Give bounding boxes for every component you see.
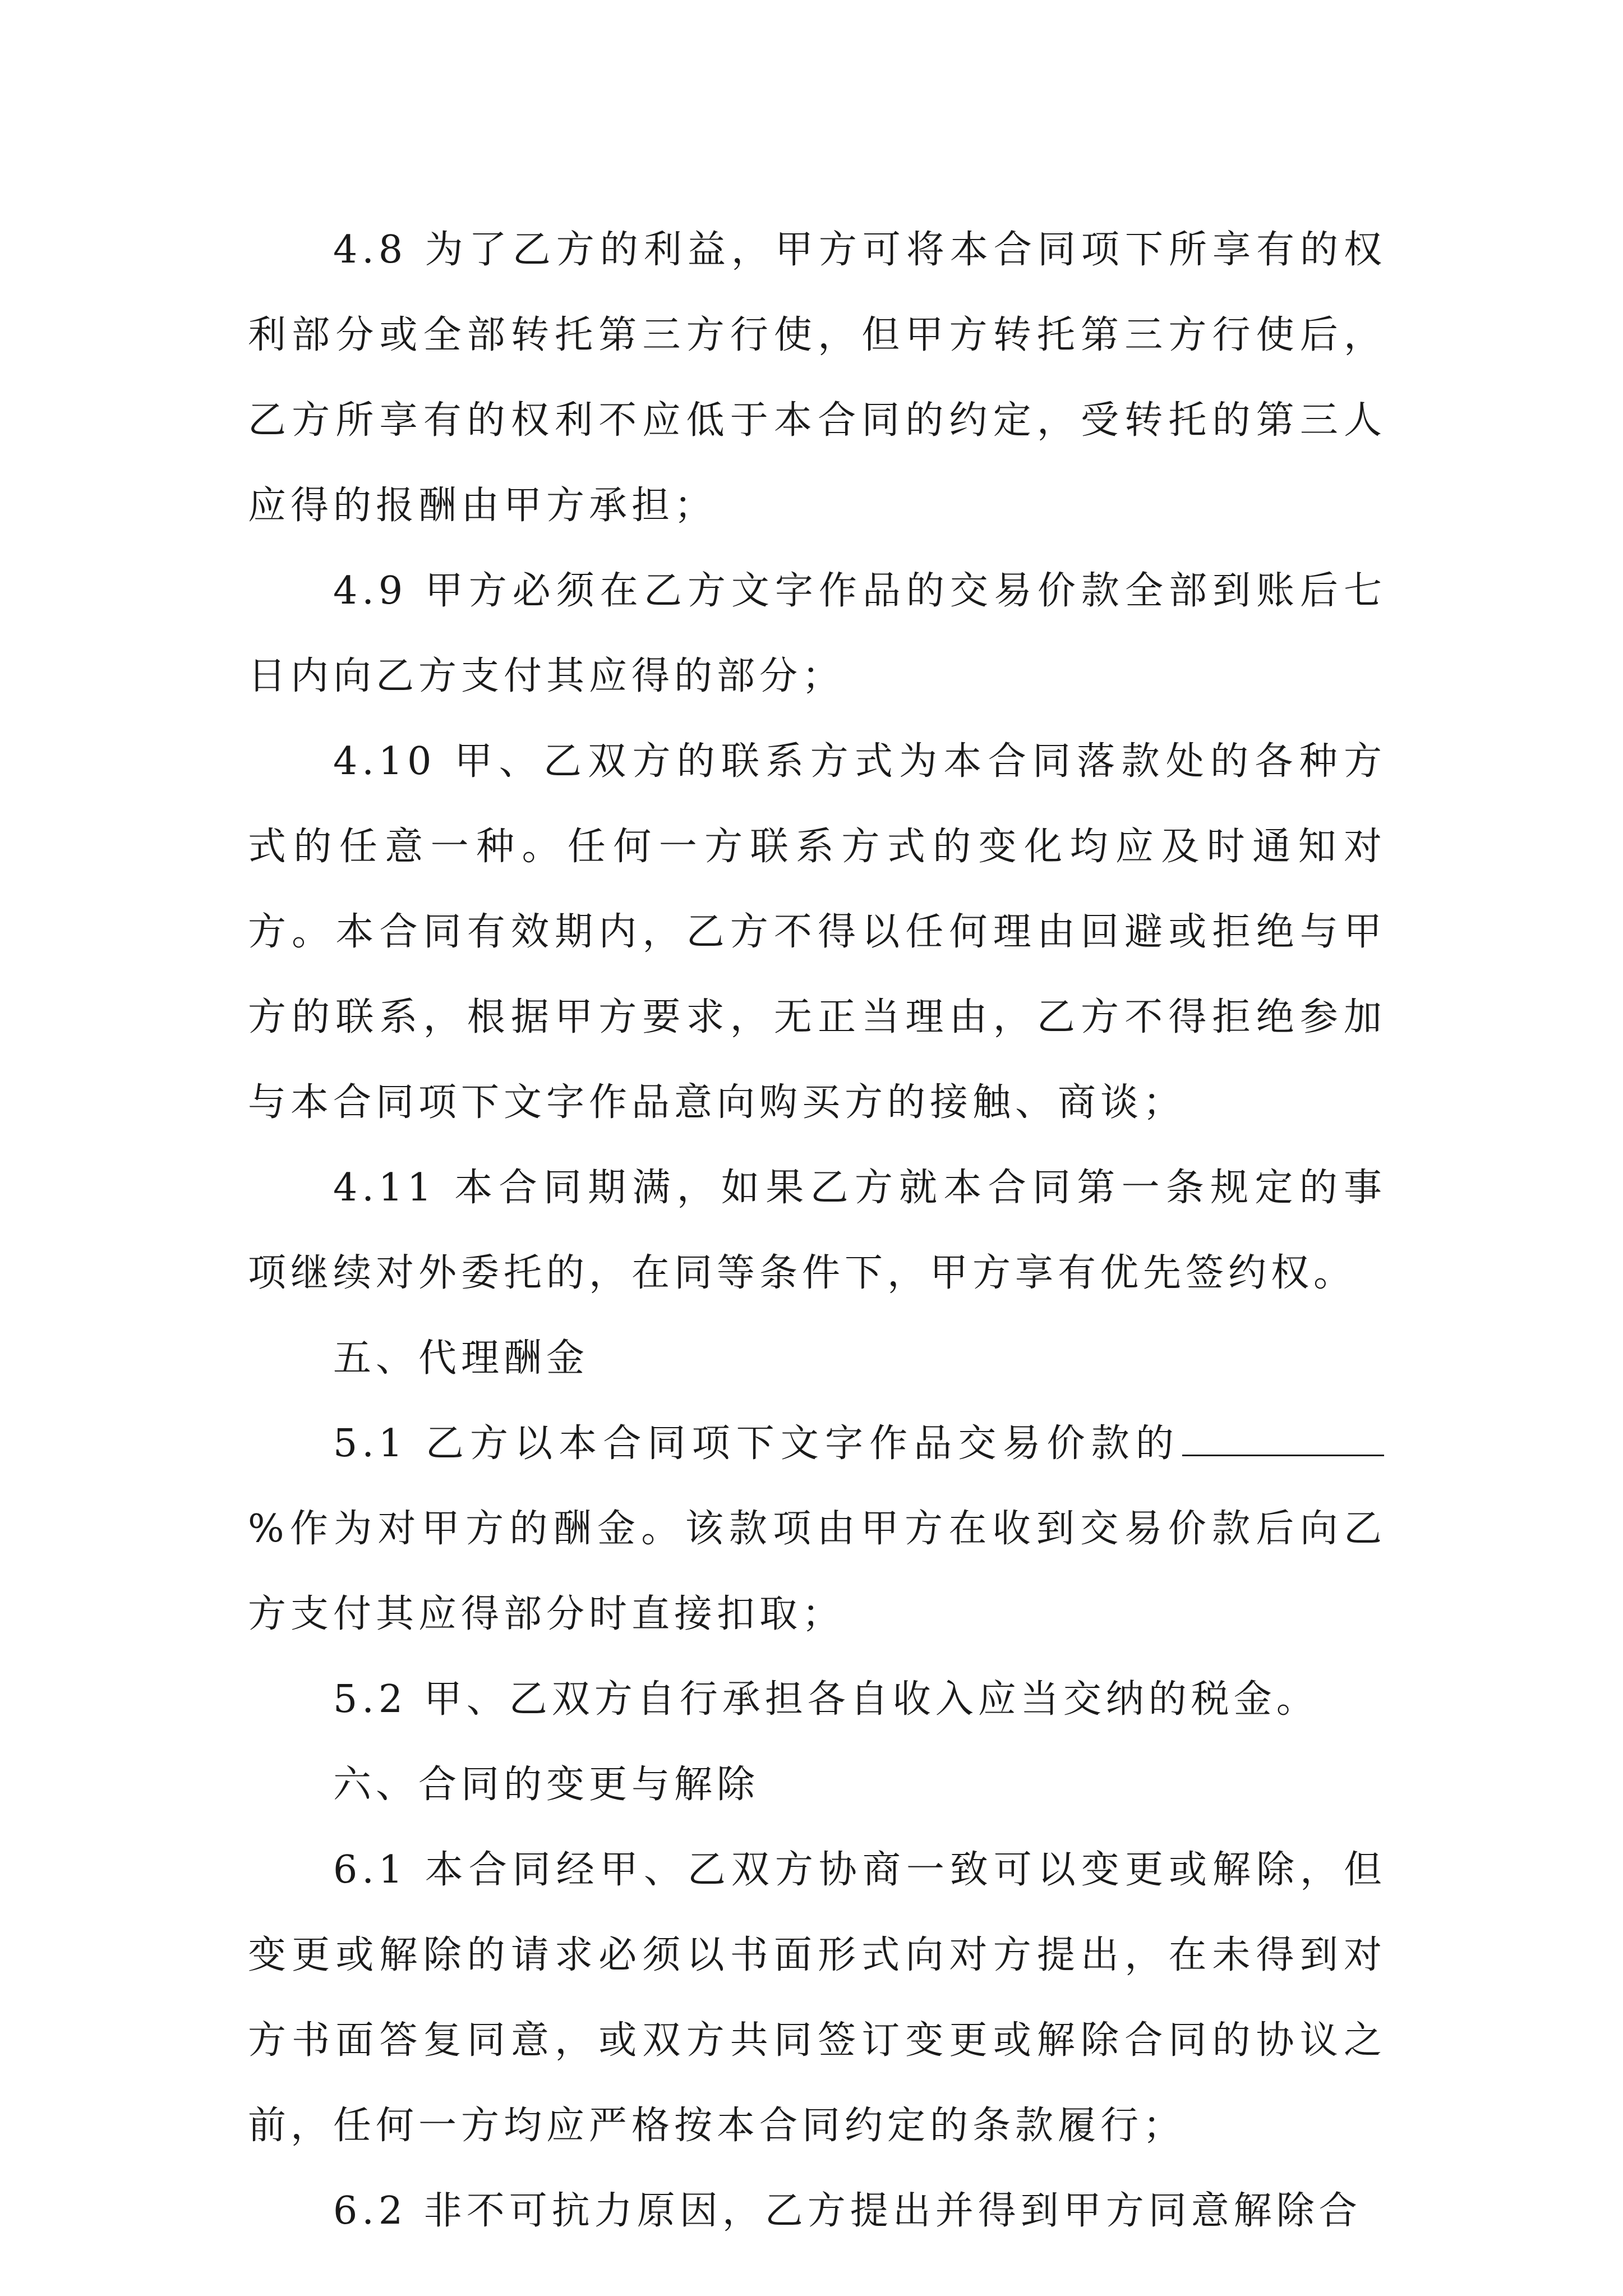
clause-6-1: 6.1 本合同经甲、乙双方协商一致可以变更或解除，但变更或解除的请求必须以书面形式向对方提出，在未得到对方书面答复同意，或双方共同签订变更或解除合同的协议之前，任何一方均应严格按本合同约定的条款履行； xyxy=(248,1848,1386,2148)
clause-4-11: 4.11 本合同期满，如果乙方就本合同第一条规定的事项继续对外委托的，在同等条件下，甲方享有优先签约权。 xyxy=(248,1166,1386,1295)
fill-in-blank xyxy=(1182,1423,1384,1456)
clause-5-1-before: 5.1 乙方以本合同项下文字作品交易价款的 xyxy=(333,1421,1180,1466)
clause-6-2: 6.2 非不可抗力原因，乙方提出并得到甲方同意解除合 xyxy=(333,2189,1362,2233)
clause-4-8: 4.8 为了乙方的利益，甲方可将本合同项下所享有的权利部分或全部转托第三方行使，但甲方转托第三方行使后，乙方所享有的权利不应低于本合同的约定，受转托的第三人应得的报酬由甲方承担； xyxy=(248,228,1386,528)
clause-5-1-after: 作为对甲方的酬金。该款项由甲方在收到交易价款后向乙方支付其应得部分时直接扣取； xyxy=(248,1507,1386,1636)
document-body xyxy=(248,208,1386,2254)
percent-sign: % xyxy=(248,1507,289,1551)
clause-4-10: 4.10 甲、乙双方的联系方式为本合同落款处的各种方式的任意一种。任何一方联系方式的变化均应及时通知对方。本合同有效期内，乙方不得以任何理由回避或拒绝与甲方的联系，根据甲方要求，无正当理由，乙方不得拒绝参加与本合同项下文字作品意向购买方的接触、商谈； xyxy=(248,739,1386,1125)
clause-5-2: 5.2 甲、乙双方自行承担各自收入应当交纳的税金。 xyxy=(333,1677,1319,1722)
section-6-heading: 六、合同的变更与解除 xyxy=(333,1763,760,1807)
clause-4-9: 4.9 甲方必须在乙方文字作品的交易价款全部到账后七日内向乙方支付其应得的部分； xyxy=(248,569,1386,698)
clause-5-1 xyxy=(248,1401,1386,1657)
section-5-heading: 五、代理酬金 xyxy=(333,1336,589,1381)
